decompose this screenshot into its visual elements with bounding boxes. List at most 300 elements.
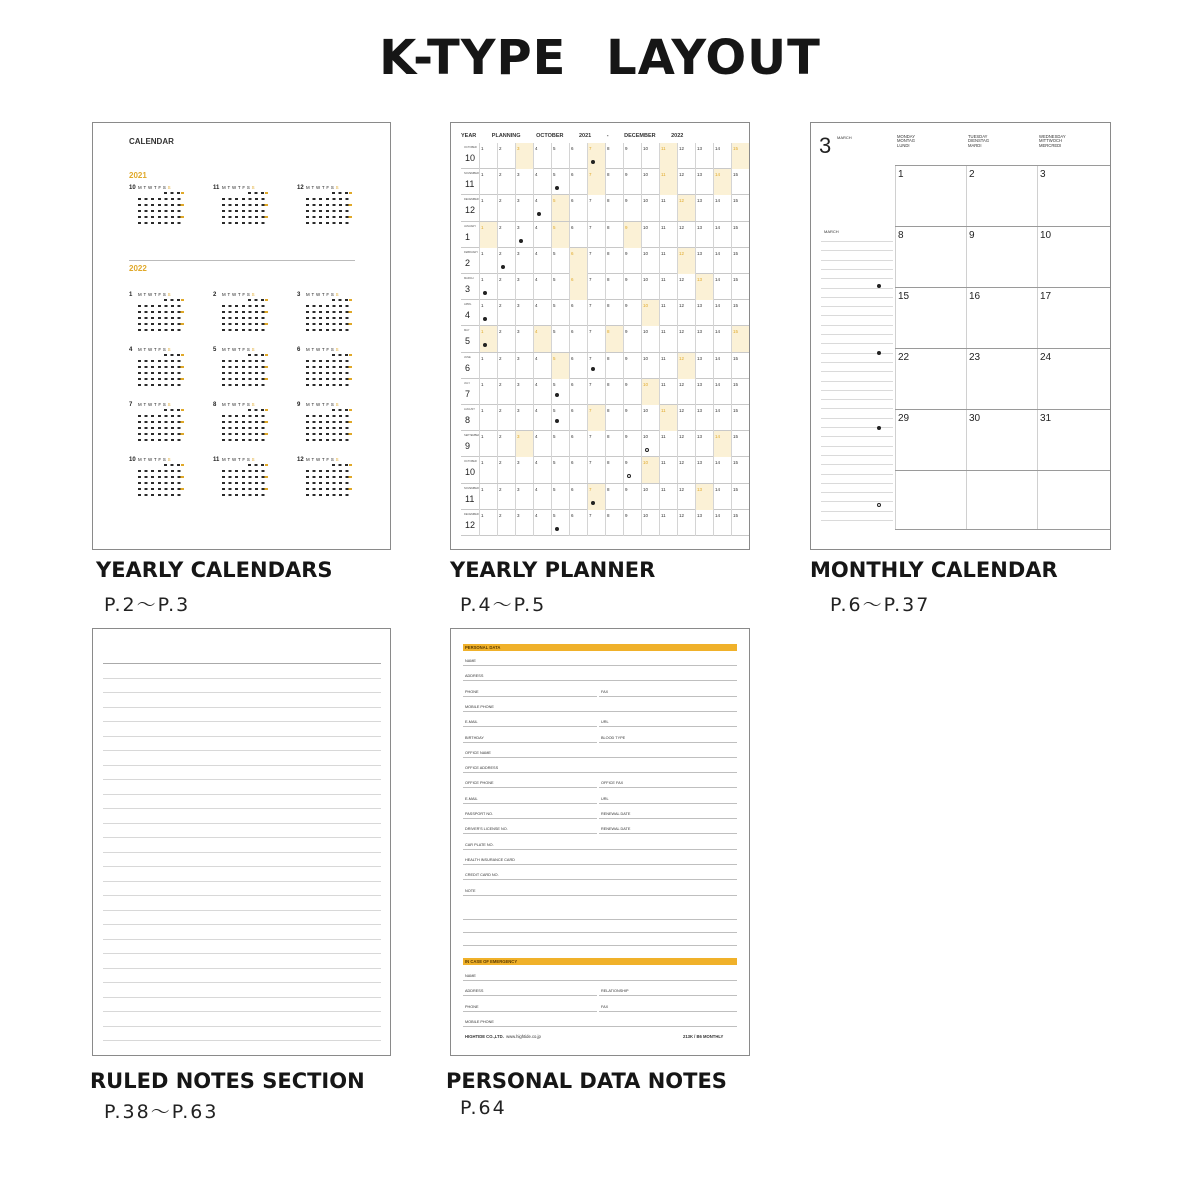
planner-day-cell [587,195,605,221]
planner-day-cell [533,169,551,195]
planner-day-cell [479,222,497,248]
planner-day-number: 4 [535,146,538,151]
planner-day-number: 3 [517,303,520,309]
planner-day-cell [479,169,497,195]
planner-day-number: 7 [589,329,592,335]
planner-day-cell [641,457,659,483]
date-row [306,476,352,478]
planner-day-cell [587,353,605,379]
planner-day-cell [497,169,515,195]
planner-day-number: 3 [517,329,520,335]
planner-day-cell [569,195,587,221]
side-day-line [821,269,893,270]
field-label: BLOOD TYPE [601,735,626,740]
planner-day-cell [587,405,605,431]
planner-day-cell [623,195,641,221]
ruled-notes-preview [92,628,391,1056]
planner-month-row [461,431,749,457]
planner-day-number: 14 [715,172,721,178]
planner-day-cell [731,222,749,248]
planner-day-number: 6 [571,434,574,440]
planner-day-cell [569,222,587,248]
planner-day-cell [713,222,731,248]
planner-month-row [461,379,749,405]
planner-day-number: 14 [715,224,721,230]
planner-day-cell [479,484,497,510]
field-line [463,818,597,819]
planner-day-number: 10 [643,381,649,387]
date-row [306,421,352,423]
planner-day-cell [695,405,713,431]
weekday-letters: MTWTFS [306,185,336,190]
date-row [222,494,268,496]
planner-day-number: 7 [589,355,592,361]
weekday-letters: MTWTFS [222,402,252,407]
planner-day-cell [695,484,713,510]
planner-day-number: 2 [499,146,502,151]
planner-day-number: 9 [625,172,628,178]
field-label: FAX [601,1004,609,1009]
planner-day-number: 4 [535,303,538,309]
planner-day-number: 1 [481,146,484,151]
planner-day-cell [713,457,731,483]
planner-day-number: 13 [697,172,703,178]
date-row [222,372,268,374]
page-title: K-TYPE LAYOUT [379,30,821,86]
mini-month [213,292,271,336]
planner-day-cell [731,248,749,274]
weekday-header [306,185,340,190]
planner-day-cell [641,510,659,536]
mini-month-number: 8 [213,402,217,408]
side-day-line [821,408,893,409]
planner-day-cell [659,405,677,431]
planner-day-cell [731,379,749,405]
planner-month-name: NOVEMBER [464,486,479,490]
planner-day-cell [533,510,551,536]
date-row [306,216,352,218]
field-line [463,787,597,788]
ruled-line [103,823,381,824]
planner-day-number: 4 [535,486,538,492]
side-day-line [821,455,893,456]
weekday-sunday: S [167,292,173,297]
weekday-letters: MTWTFS [306,402,336,407]
side-day-line [821,278,893,279]
date-row [306,439,352,441]
planner-day-number: 1 [481,486,484,492]
field-label: OFFICE ADDRESS [465,766,499,771]
date-row [248,354,268,356]
mini-month-number: 9 [297,402,301,408]
planner-day-number: 8 [607,512,610,518]
planner-day-cell [695,169,713,195]
emergency-heading: IN CASE OF EMERGENCY [465,959,518,964]
planner-day-cell [695,143,713,169]
weekday-header [138,347,172,352]
planner-day-cell [515,510,533,536]
planner-day-cell [497,248,515,274]
planner-day-number: 7 [589,146,592,151]
planner-day-number: 5 [553,434,556,440]
ruled-line [103,895,381,896]
planner-day-number: 3 [517,250,520,256]
planner-day-number: 9 [625,486,628,492]
mini-month [297,292,355,336]
planner-month-number: 8 [465,415,471,425]
planner-day-number: 13 [697,146,703,151]
field-line [463,879,737,880]
planner-day-number: 6 [571,460,574,466]
planner-day-number: 14 [715,250,721,256]
planner-day-number: 8 [607,303,610,309]
ruled-line [103,663,381,664]
planner-day-number: 3 [517,460,520,466]
side-day-line [821,325,893,326]
planner-day-number: 4 [535,434,538,440]
date-row [222,305,268,307]
planner-day-cell [497,431,515,457]
date-row [138,421,184,423]
planner-day-cell [659,169,677,195]
planner-day-cell [479,510,497,536]
planner-day-number: 12 [679,172,685,178]
planner-day-number: 8 [607,146,610,151]
date-row [306,433,352,435]
planner-day-cell [479,379,497,405]
ruled-line [103,997,381,998]
planner-day-cell [569,326,587,352]
date-row [222,415,268,417]
planner-day-number: 13 [697,224,703,230]
planner-day-number: 15 [733,303,739,309]
planner-month-number: 10 [465,467,476,478]
date-row [306,378,352,380]
planner-day-cell [569,457,587,483]
note-line [463,945,737,946]
planner-day-number: 10 [643,224,649,230]
mini-month [297,347,355,391]
weekday-letters: MTWTFS [138,457,168,462]
planner-day-number: 3 [517,355,520,361]
planner-day-cell [533,300,551,326]
planner-day-cell [479,248,497,274]
planner-day-cell [713,431,731,457]
planner-day-number: 7 [589,224,592,230]
side-day-line [821,334,893,335]
date-row [222,222,268,224]
planner-day-number: 7 [589,381,592,387]
planner-month-number: 11 [465,179,475,190]
side-day-line [821,511,893,512]
planner-day-number: 3 [517,512,520,518]
divider [129,260,355,261]
planner-day-number: 3 [517,146,520,151]
ruled-line [103,837,381,838]
planner-day-cell [677,222,695,248]
field-label: URL [601,720,609,725]
planner-day-number: 12 [679,434,685,440]
planner-day-number: 15 [733,434,739,440]
planner-day-number: 5 [553,303,556,309]
date-row [222,476,268,478]
date-row [222,366,268,368]
weekday-sunday: S [335,292,341,297]
planner-month-row [461,405,749,431]
planner-month-number: 9 [465,441,471,452]
planner-day-cell [641,405,659,431]
caption-yearly-planner: YEARLY PLANNER [450,558,656,582]
weekday-sunday: S [167,457,173,462]
date-row [306,311,352,313]
planner-month-number: 12 [465,205,476,216]
date-row [332,354,352,356]
personal-data-bar [463,644,737,651]
side-day-line [821,371,893,372]
planner-day-cell [497,353,515,379]
ruled-line [103,881,381,882]
planner-day-cell [569,431,587,457]
field-line [463,1011,597,1012]
planner-day-number: 8 [607,277,610,282]
planner-day-number: 11 [661,172,666,178]
moon-phase-icon [555,393,559,397]
field-line [599,787,737,788]
planner-day-cell [695,457,713,483]
date-number: 22 [898,352,910,363]
planner-day-cell [479,326,497,352]
planner-day-number: 3 [517,172,520,178]
date-row [138,415,184,417]
date-number: 24 [1040,352,1052,363]
weekday-letters: MTWTFS [222,185,252,190]
planner-day-cell [659,510,677,536]
side-day-line [821,399,893,400]
field-label: ADDRESS [465,674,484,679]
planner-day-number: 10 [643,355,649,361]
planner-day-cell [515,353,533,379]
field-line [463,833,597,834]
planner-month-row [461,457,749,483]
planner-day-number: 6 [571,381,574,387]
footer-brand [465,1034,541,1039]
date-row [332,192,352,194]
planner-day-cell [551,379,569,405]
planner-day-cell [713,379,731,405]
planner-day-number: 9 [625,146,628,151]
planner-day-number: 12 [679,198,685,204]
mini-month-number: 3 [297,292,301,298]
personal-data-preview [450,628,750,1056]
field-line [463,726,597,727]
pages-ruled-notes: P.38～P.63 [104,1101,219,1123]
planner-day-cell [515,169,533,195]
planner-day-cell [551,457,569,483]
planner-day-number: 5 [553,224,556,230]
mini-month [213,457,271,501]
planner-day-cell [623,405,641,431]
planner-day-number: 2 [499,172,502,178]
weekday-sunday: S [251,292,257,297]
moon-phase-icon [877,351,881,355]
date-row [222,433,268,435]
mini-month [129,402,187,446]
planner-day-number: 9 [625,303,628,309]
planner-day-number: 2 [499,329,502,335]
field-label: NAME [465,974,476,978]
planner-day-number: 9 [625,434,628,440]
ruled-line [103,939,381,940]
planner-month-row [461,300,749,326]
moon-phase-icon [591,367,595,371]
moon-phase-icon [501,265,505,269]
weekday-heading [968,135,989,148]
planner-day-cell [677,195,695,221]
planner-month-number: 4 [465,310,471,321]
field-label: MOBILE PHONE [465,704,494,709]
date-row [138,470,184,472]
field-label: MOBILE PHONE [465,1019,494,1024]
mini-month-number: 7 [129,402,133,408]
moon-phase-icon [483,291,487,295]
ruled-line [103,707,381,708]
field-label: CAR PLATE NO. [465,842,494,847]
mini-month-number: 6 [297,347,301,353]
moon-phase-icon [877,284,881,288]
planner-month-number: 5 [465,336,471,347]
year-label-2: 2022 [129,264,147,273]
side-day-line [821,241,893,242]
planner-day-number: 7 [589,172,592,178]
planner-day-cell [659,143,677,169]
planner-day-cell [551,353,569,379]
planner-day-cell [605,510,623,536]
date-row [138,305,184,307]
planner-day-cell [515,300,533,326]
field-line [599,726,737,727]
field-line [463,995,597,996]
planner-day-number: 6 [571,512,574,518]
ruled-line [103,968,381,969]
planner-day-number: 1 [481,355,484,361]
weekday-name-de: MONTAG [897,138,916,144]
planner-day-cell [659,222,677,248]
field-line [599,803,737,804]
planner-day-cell [623,457,641,483]
weekday-sunday: S [335,402,341,407]
ruled-line [103,779,381,780]
planner-day-number: 15 [733,512,739,518]
planner-day-cell [569,169,587,195]
planner-day-number: 9 [625,355,628,361]
planner-day-number: 10 [643,486,649,492]
year-label-1: 2021 [129,171,147,180]
date-row [332,409,352,411]
field-line [599,696,737,697]
field-line [463,696,597,697]
planner-day-cell [731,143,749,169]
field-line [463,680,737,681]
ruled-line [103,1011,381,1012]
planner-month-row [461,248,749,274]
planner-day-number: 11 [661,146,666,151]
date-row [138,216,184,218]
planner-day-cell [497,143,515,169]
moon-phase-icon [591,160,595,164]
mini-month [297,185,355,229]
planner-day-cell [659,457,677,483]
planner-day-cell [533,222,551,248]
planner-day-cell [731,510,749,536]
planner-day-cell [587,326,605,352]
planner-day-number: 11 [661,198,666,204]
planner-day-number: 13 [697,277,703,282]
planner-month-name: OCTOBER [464,146,477,149]
planner-day-cell [731,300,749,326]
field-label: RENEWAL DATE [601,827,631,832]
field-line [463,757,737,758]
planner-day-number: 2 [499,224,502,230]
planner-day-cell [479,353,497,379]
planner-day-number: 11 [661,329,666,335]
planner-day-number: 12 [679,460,685,466]
date-row [222,198,268,200]
side-day-line [821,260,893,261]
date-row [306,482,352,484]
planner-day-number: 1 [481,512,484,518]
planner-day-cell [641,274,659,300]
planner-day-number: 14 [715,434,721,440]
planner-day-number: 13 [697,198,703,204]
planner-day-number: 11 [661,303,666,309]
planner-day-number: 7 [589,250,592,256]
planner-day-cell [515,326,533,352]
planner-day-number: 6 [571,355,574,361]
planner-day-number: 13 [697,303,703,309]
planner-day-number: 4 [535,355,538,361]
date-row [306,427,352,429]
planner-day-number: 13 [697,329,703,335]
planner-day-cell [479,195,497,221]
planner-day-number: 5 [553,355,556,361]
mini-month [297,402,355,446]
date-row [222,488,268,490]
side-day-line [821,343,893,344]
weekday-sunday: S [251,457,257,462]
planner-month-number: 6 [465,362,471,373]
yearly-calendars-preview [92,122,391,550]
date-row [164,464,184,466]
planner-day-cell [533,248,551,274]
date-row [222,216,268,218]
planner-day-number: 9 [625,460,628,466]
planner-day-cell [713,248,731,274]
side-day-line [821,250,893,251]
planner-day-number: 9 [625,381,628,387]
planner-day-cell [695,326,713,352]
planner-day-cell [659,248,677,274]
planner-day-number: 15 [733,146,739,151]
date-row [222,378,268,380]
planner-day-cell [623,143,641,169]
planner-month-name: JULY [464,381,471,385]
weekday-name-fr: MERCREDI [1039,142,1062,148]
week-divider [895,470,1111,471]
planner-day-cell [551,222,569,248]
planner-day-cell [695,195,713,221]
ruled-line [103,1026,381,1027]
planner-day-cell [713,510,731,536]
